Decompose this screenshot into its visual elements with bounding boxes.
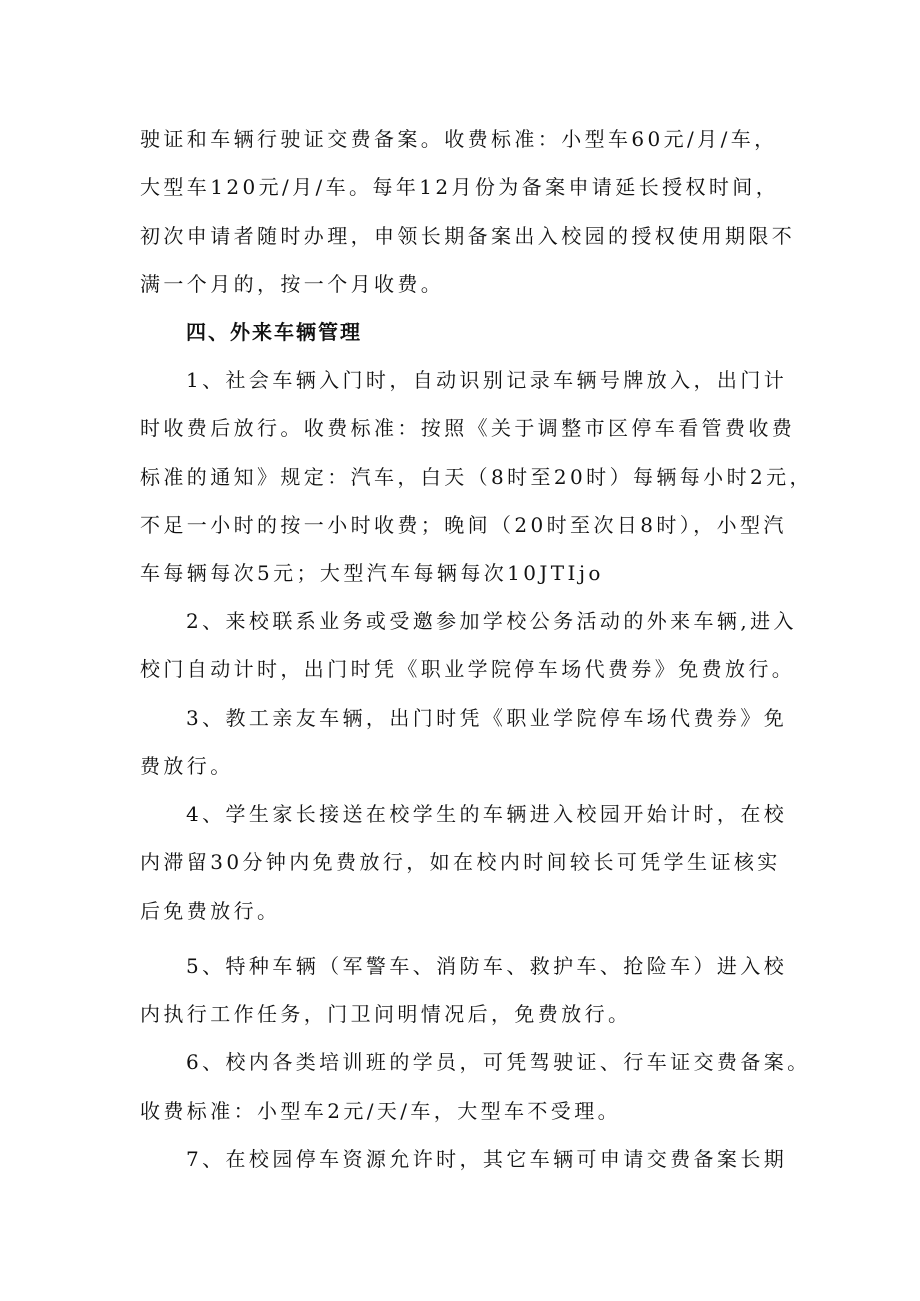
paragraph-line: 后免费放行。 [140,899,281,923]
paragraph-line: 收费标准：小型车2元/天/车，大型车不受理。 [140,1099,622,1123]
paragraph-line: 车每辆每次5元；大型汽车每辆每次10JTIjo [140,561,604,585]
paragraph-line: 时收费后放行。收费标准：按照《关于调整市区停车看管费收费 [140,416,796,440]
paragraph-line: 3、教工亲友车辆，出门时凭《职业学院停车场代费券》免 [186,706,788,730]
paragraph-line: 4、学生家长接送在校学生的车辆进入校园开始计时，在校 [186,802,788,826]
section-heading: 四、外来车辆管理 [186,320,362,344]
paragraph-line: 7、在校园停车资源允许时，其它车辆可申请交费备案长期 [186,1147,788,1171]
paragraph-line: 费放行。 [140,754,234,778]
paragraph-line: 驶证和车辆行驶证交费备案。收费标准：小型车60元/月/车， [140,127,778,151]
paragraph-line: 内滞留30分钟内免费放行，如在校内时间较长可凭学生证核实 [140,850,781,874]
paragraph-line: 不足一小时的按一小时收费；晚间（20时至次日8时），小型汽 [140,513,787,537]
paragraph-line: 标准的通知》规定：汽车，白天（8时至20时）每辆每小时2元， [140,465,813,489]
paragraph-line: 1、社会车辆入门时，自动识别记录车辆号牌放入，出门计 [186,368,788,392]
paragraph-line: 满一个月的，按一个月收费。 [140,272,445,296]
paragraph-line: 内执行工作任务，门卫问明情况后，免费放行。 [140,1002,632,1026]
paragraph-line: 初次申请者随时办理，申领长期备案出入校园的授权使用期限不 [140,224,796,248]
paragraph-line: 6、校内各类培训班的学员，可凭驾驶证、行车证交费备案。 [186,1050,811,1074]
paragraph-line: 5、特种车辆（军警车、消防车、救护车、抢险车）进入校 [186,954,788,978]
paragraph-line: 2、来校联系业务或受邀参加学校公务活动的外来车辆,进入 [186,609,797,633]
paragraph-line: 大型车120元/月/车。每年12月份为备案申请延长授权时间， [140,175,780,199]
paragraph-line: 校门自动计时，出门时凭《职业学院停车场代费券》免费放行。 [140,657,796,681]
